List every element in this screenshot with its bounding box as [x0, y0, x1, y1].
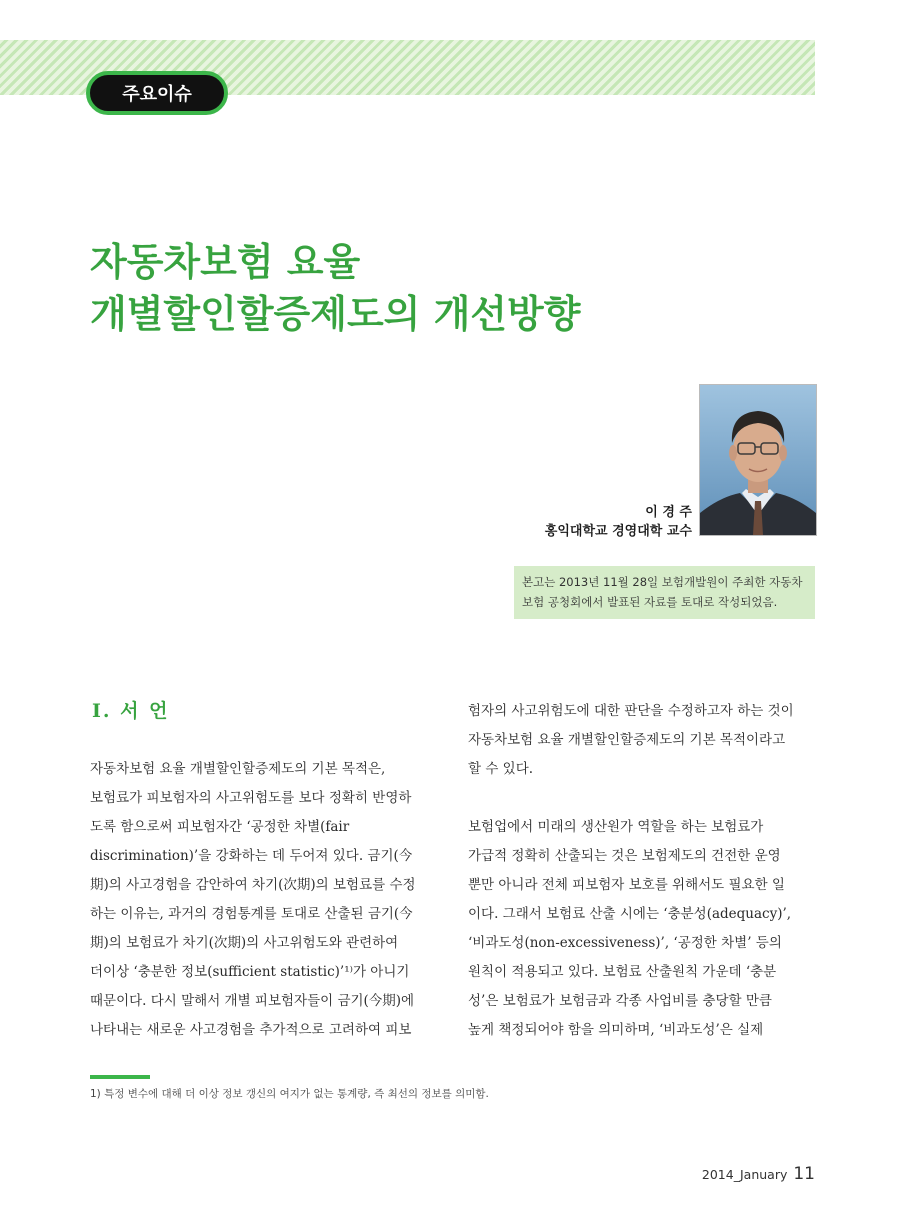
body-line: discrimination)’을 강화하는 데 두어져 있다. 금기(今 [90, 848, 413, 864]
author-portrait-image [700, 385, 816, 535]
body-line: 期)의 사고경험을 감안하여 차기(次期)의 보험료를 수정 [90, 877, 416, 893]
body-column-left [90, 755, 435, 1045]
body-line: 이다. 그래서 보험료 산출 시에는 ‘충분성(adequacy)’, [468, 906, 792, 922]
body-line: 뿐만 아니라 전체 피보험자 보호를 위해서도 필요한 일 [468, 877, 785, 893]
body-line: 자동차보험 요율 개별할인할증제도의 기본 목적은, [90, 761, 386, 777]
body-line: 가급적 정확히 산출되는 것은 보험제도의 건전한 운영 [468, 848, 781, 864]
article-title [90, 236, 730, 340]
body-line: 성’은 보험료가 보험금과 각종 사업비를 충당할 만큼 [468, 993, 772, 1009]
body-line: 期)의 보험료가 차기(次期)의 사고위험도와 관련하여 [90, 935, 399, 951]
section-tag: 주요이슈 [86, 71, 228, 115]
page-folio [702, 1164, 815, 1184]
body-line: 높게 책정되어야 함을 의미하며, ‘비과도성’은 실제 [468, 1022, 764, 1038]
paragraph-gap [468, 784, 815, 813]
author-name: 이 경 주 [645, 505, 692, 520]
body-column-right [468, 697, 815, 1045]
body-line: 때문이다. 다시 말해서 개별 피보험자들이 금기(今期)에 [90, 993, 415, 1009]
note-line: 보험 공청회에서 발표된 자료를 토대로 작성되었음. [522, 595, 778, 609]
body-line: 보험업에서 미래의 생산원가 역할을 하는 보험료가 [468, 819, 764, 835]
body-line: ‘비과도성(non-excessiveness)’, ‘공정한 차별’ 등의 [468, 935, 782, 951]
body-line: 보험료가 피보험자의 사고위험도를 보다 정확히 반영하 [90, 790, 412, 806]
note-line: 본고는 2013년 11월 28일 보험개발원이 주최한 자동차 [522, 575, 803, 589]
author-affiliation: 홍익대학교 경영대학 교수 [544, 524, 692, 539]
title-line-2: 개별할인할증제도의 개선방향 [90, 292, 581, 336]
section-heading: Ⅰ. 서 언 [92, 700, 170, 722]
author-byline [545, 503, 692, 541]
body-line: 할 수 있다. [468, 761, 534, 777]
title-line-1: 자동차보험 요율 [90, 240, 361, 284]
author-photo [699, 384, 817, 536]
body-line: 원칙이 적용되고 있다. 보험료 산출원칙 가운데 ‘충분 [468, 964, 777, 980]
body-line: 자동차보험 요율 개별할인할증제도의 기본 목적이라고 [468, 732, 786, 748]
issue-label: 2014_January [701, 1167, 788, 1182]
footnote-rule [90, 1075, 150, 1079]
page-number: 11 [793, 1164, 815, 1184]
body-line: 하는 이유는, 과거의 경험통계를 토대로 산출된 금기(今 [90, 906, 413, 922]
footnote: 1) 특정 변수에 대해 더 이상 정보 갱신의 여지가 없는 통계량, 즉 최선의 정보를 의미함. [90, 1088, 489, 1100]
body-line: 험자의 사고위험도에 대한 판단을 수정하고자 하는 것이 [468, 703, 794, 719]
body-line: 더이상 ‘충분한 정보(sufficient statistic)’¹⁾가 아니기 [90, 964, 410, 980]
body-line: 나타내는 새로운 사고경험을 추가적으로 고려하여 피보 [90, 1022, 412, 1038]
body-line: 도록 함으로써 피보험자간 ‘공정한 차별(fair [90, 819, 350, 835]
source-note-box [514, 566, 815, 619]
